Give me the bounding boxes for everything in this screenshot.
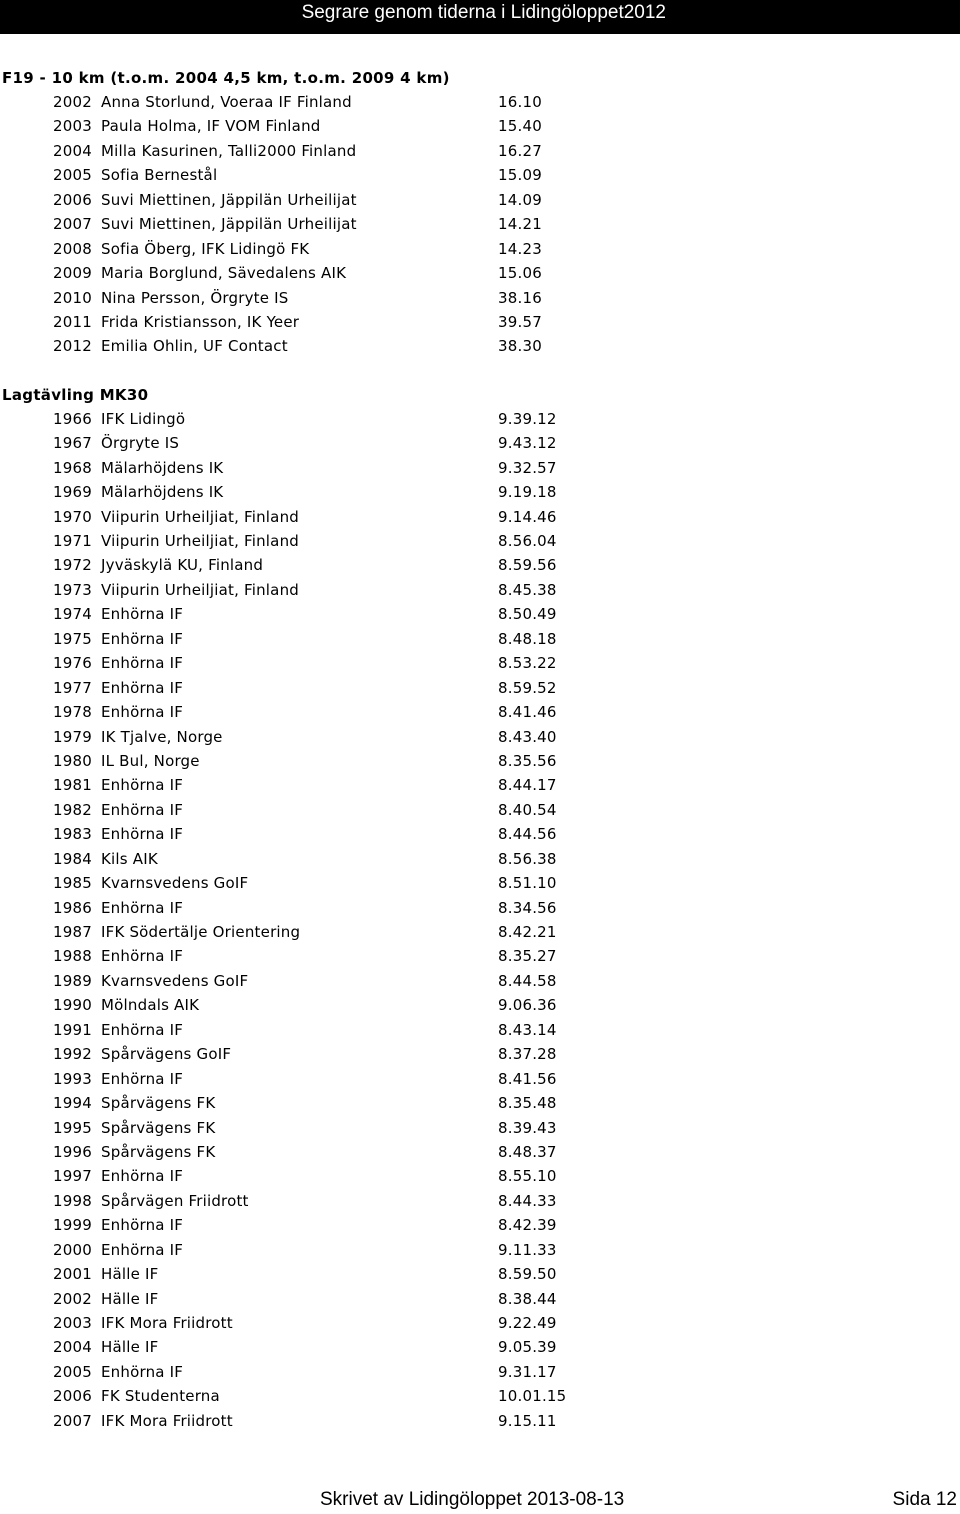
result-name: Frida Kristiansson, IK Yeer [101,312,300,331]
result-name: IFK Södertälje Orientering [101,923,301,941]
result-year: 1980 [53,751,92,770]
result-year: 1970 [53,507,92,526]
page-footer [0,1488,960,1514]
result-name: Enhörna IF [101,898,184,917]
result-row [2,798,942,822]
result-name: IFK Mora Friidrott [101,1411,233,1430]
result-year: 1971 [53,532,92,550]
result-year: 1994 [53,1094,92,1113]
result-year: 2012 [53,337,92,356]
result-row [2,1116,942,1140]
result-year: 1991 [53,1020,92,1039]
result-name: Hälle IF [101,1338,159,1357]
result-name: Enhörna IF [101,1240,184,1259]
result-row [2,139,942,163]
result-time: 8.35.48 [498,1094,557,1113]
result-year: 2005 [53,166,92,185]
result-year: 1977 [53,678,92,697]
result-row [2,1189,942,1213]
result-name: Enhörna IF [101,1362,184,1381]
result-row [2,749,942,773]
result-name: Sofia Öberg, IFK Lidingö FK [101,239,310,258]
result-year: 1969 [53,483,92,502]
result-name: Viipurin Urheiljiat, Finland [101,532,299,550]
result-year: 1972 [53,556,92,575]
result-time: 38.16 [498,288,542,307]
result-name: Kvarnsvedens GoIF [101,874,249,893]
result-time: 8.50.49 [498,605,557,624]
result-year: 1988 [53,947,92,966]
result-time: 8.56.04 [498,532,557,550]
result-time: 8.35.56 [498,751,557,770]
result-year: 2006 [53,190,92,209]
result-name: Enhörna IF [101,1020,184,1039]
result-row [2,1335,942,1359]
result-row [2,529,942,553]
result-year: 2009 [53,264,92,283]
result-name: Emilia Ohlin, UF Contact [101,337,288,356]
result-time: 9.05.39 [498,1338,557,1357]
section-title: F19 - 10 km (t.o.m. 2004 4,5 km, t.o.m. 2009 4 km) [2,69,450,87]
result-name: Mölndals AIK [101,996,200,1015]
result-year: 1987 [53,923,92,941]
result-year: 1968 [53,458,92,477]
result-time: 8.44.56 [498,825,557,844]
result-name: IFK Mora Friidrott [101,1314,233,1332]
result-name: Suvi Miettinen, Jäppilän Urheilijat [101,190,357,209]
result-name: Enhörna IF [101,776,184,795]
result-time: 8.45.38 [498,580,557,599]
result-time: 9.06.36 [498,996,557,1015]
result-year: 2004 [53,141,92,160]
result-row [2,310,942,334]
result-year: 2008 [53,239,92,258]
result-time: 9.15.11 [498,1411,557,1430]
result-row [2,212,942,236]
result-time: 9.19.18 [498,483,557,502]
result-time: 8.40.54 [498,800,557,819]
result-year: 2006 [53,1387,92,1406]
result-time: 10.01.15 [498,1387,567,1406]
result-year: 1998 [53,1191,92,1210]
result-time: 8.44.17 [498,776,557,795]
result-year: 1997 [53,1167,92,1186]
result-row [2,334,942,358]
result-time: 9.14.46 [498,507,557,526]
result-year: 1985 [53,874,92,893]
result-name: Jyväskylä KU, Finland [101,556,264,575]
result-row [2,261,942,285]
result-time: 9.32.57 [498,458,557,477]
result-year: 1975 [53,629,92,648]
result-year: 1984 [53,849,92,868]
result-year: 1978 [53,703,92,722]
result-row [2,578,942,602]
section-title: Lagtävling MK30 [2,385,149,404]
result-row [2,90,942,114]
result-row [2,1360,942,1384]
result-year: 2002 [53,93,92,111]
result-name: Enhörna IF [101,1216,184,1235]
result-name: Enhörna IF [101,605,184,624]
result-row [2,1262,942,1286]
section-spacer [2,359,942,383]
result-name: Enhörna IF [101,654,184,673]
result-time: 8.41.56 [498,1069,557,1088]
result-row [2,725,942,749]
result-row [2,969,942,993]
result-time: 8.43.40 [498,727,557,746]
result-time: 8.44.58 [498,971,557,990]
result-row [2,627,942,651]
result-name: Enhörna IF [101,1167,184,1186]
result-time: 9.43.12 [498,434,557,453]
result-year: 1966 [53,409,92,428]
result-row [2,1140,942,1164]
result-year: 1996 [53,1142,92,1161]
result-name: FK Studenterna [101,1387,220,1406]
result-row [2,676,942,700]
result-row [2,847,942,871]
result-row [2,286,942,310]
result-year: 1986 [53,898,92,917]
result-time: 14.23 [498,239,542,258]
page-header-bar [0,0,960,34]
result-time: 15.40 [498,117,542,136]
result-time: 9.22.49 [498,1314,557,1332]
result-name: Viipurin Urheiljiat, Finland [101,580,299,599]
result-time: 8.44.33 [498,1191,557,1210]
result-row [2,1042,942,1066]
result-name: Enhörna IF [101,678,184,697]
result-time: 8.37.28 [498,1045,557,1064]
result-year: 1983 [53,825,92,844]
result-year: 1976 [53,654,92,673]
result-row [2,871,942,895]
result-name: Mälarhöjdens IK [101,483,224,502]
result-time: 8.43.14 [498,1020,557,1039]
result-time: 8.51.10 [498,874,557,893]
result-name: Spårvägens FK [101,1118,216,1137]
result-row [2,773,942,797]
result-row [2,1238,942,1262]
result-year: 2000 [53,1240,92,1259]
result-year: 2002 [53,1289,92,1308]
result-time: 8.41.46 [498,703,557,722]
result-row [2,237,942,261]
result-year: 2001 [53,1265,92,1284]
result-row [2,1384,942,1408]
result-time: 9.31.17 [498,1362,557,1381]
result-row [2,456,942,480]
result-row [2,1213,942,1237]
result-year: 1982 [53,800,92,819]
result-name: IL Bul, Norge [101,751,200,770]
result-name: IK Tjalve, Norge [101,727,223,746]
result-time: 14.09 [498,190,542,209]
result-year: 1995 [53,1118,92,1137]
result-row [2,1409,942,1433]
result-time: 8.39.43 [498,1118,557,1137]
result-time: 8.34.56 [498,898,557,917]
result-time: 15.09 [498,166,542,185]
result-row [2,1091,942,1115]
result-name: Maria Borglund, Sävedalens AIK [101,264,347,283]
result-row [2,651,942,675]
result-year: 1990 [53,996,92,1015]
result-row [2,163,942,187]
result-row [2,431,942,455]
result-name: Sofia Bernestål [101,166,218,185]
header-title: Segrare genom tiderna i Lidingöloppet2012 [301,2,666,23]
footer-page-number: Sida 12 [892,1489,957,1510]
result-name: Anna Storlund, Voeraa IF Finland [101,93,352,111]
result-name: Hälle IF [101,1289,159,1308]
result-year: 2007 [53,215,92,234]
result-year: 1973 [53,580,92,599]
result-name: Suvi Miettinen, Jäppilän Urheilijat [101,215,357,234]
result-year: 2005 [53,1362,92,1381]
result-row [2,920,942,944]
result-row [2,114,942,138]
results-content [2,66,942,1433]
result-name: Spårvägens FK [101,1094,216,1113]
result-name: Kvarnsvedens GoIF [101,971,249,990]
result-year: 2004 [53,1338,92,1357]
result-row [2,1164,942,1188]
result-name: Kils AIK [101,849,158,868]
result-row [2,505,942,529]
result-row [2,1018,942,1042]
result-year: 1992 [53,1045,92,1064]
result-name: Enhörna IF [101,800,184,819]
result-name: Enhörna IF [101,629,184,648]
result-row [2,602,942,626]
result-year: 2010 [53,288,92,307]
result-time: 16.27 [498,141,542,160]
result-row [2,407,942,431]
footer-written-by: Skrivet av Lidingöloppet 2013-08-13 [320,1489,625,1510]
result-name: Enhörna IF [101,703,184,722]
result-name: Spårvägens FK [101,1142,216,1161]
result-time: 8.42.39 [498,1216,557,1235]
result-year: 2003 [53,117,92,136]
result-name: Spårvägens GoIF [101,1045,232,1064]
result-time: 8.56.38 [498,849,557,868]
result-time: 14.21 [498,215,542,234]
result-year: 2007 [53,1411,92,1430]
result-year: 1999 [53,1216,92,1235]
result-time: 39.57 [498,312,542,331]
result-name: Enhörna IF [101,825,184,844]
result-row [2,188,942,212]
result-year: 2011 [53,312,92,331]
result-row [2,822,942,846]
result-year: 1967 [53,434,92,453]
result-time: 8.59.50 [498,1265,557,1284]
result-time: 16.10 [498,93,542,111]
result-time: 9.39.12 [498,409,557,428]
result-row [2,480,942,504]
result-name: Nina Persson, Örgryte IS [101,288,289,307]
result-row [2,993,942,1017]
result-time: 8.55.10 [498,1167,557,1186]
result-row [2,1067,942,1091]
result-name: Spårvägen Friidrott [101,1191,249,1210]
result-time: 9.11.33 [498,1240,557,1259]
result-name: Örgryte IS [101,434,180,453]
result-row [2,1287,942,1311]
result-time: 8.59.56 [498,556,557,575]
result-row [2,896,942,920]
result-time: 15.06 [498,264,542,283]
result-name: Mälarhöjdens IK [101,458,224,477]
result-time: 8.42.21 [498,923,557,941]
result-name: Enhörna IF [101,1069,184,1088]
result-time: 8.48.18 [498,629,557,648]
result-row [2,553,942,577]
result-name: IFK Lidingö [101,409,186,428]
result-row [2,944,942,968]
result-name: Milla Kasurinen, Talli2000 Finland [101,141,357,160]
result-name: Viipurin Urheiljiat, Finland [101,507,299,526]
result-name: Enhörna IF [101,947,184,966]
result-time: 8.35.27 [498,947,557,966]
result-row [2,1311,942,1335]
result-name: Hälle IF [101,1265,159,1284]
result-year: 1989 [53,971,92,990]
result-time: 8.38.44 [498,1289,557,1308]
result-time: 8.48.37 [498,1142,557,1161]
result-name: Paula Holma, IF VOM Finland [101,117,321,136]
result-row [2,700,942,724]
result-time: 38.30 [498,337,542,356]
result-year: 1981 [53,776,92,795]
result-time: 8.53.22 [498,654,557,673]
result-year: 1974 [53,605,92,624]
result-time: 8.59.52 [498,678,557,697]
result-year: 1993 [53,1069,92,1088]
result-year: 2003 [53,1314,92,1332]
result-year: 1979 [53,727,92,746]
